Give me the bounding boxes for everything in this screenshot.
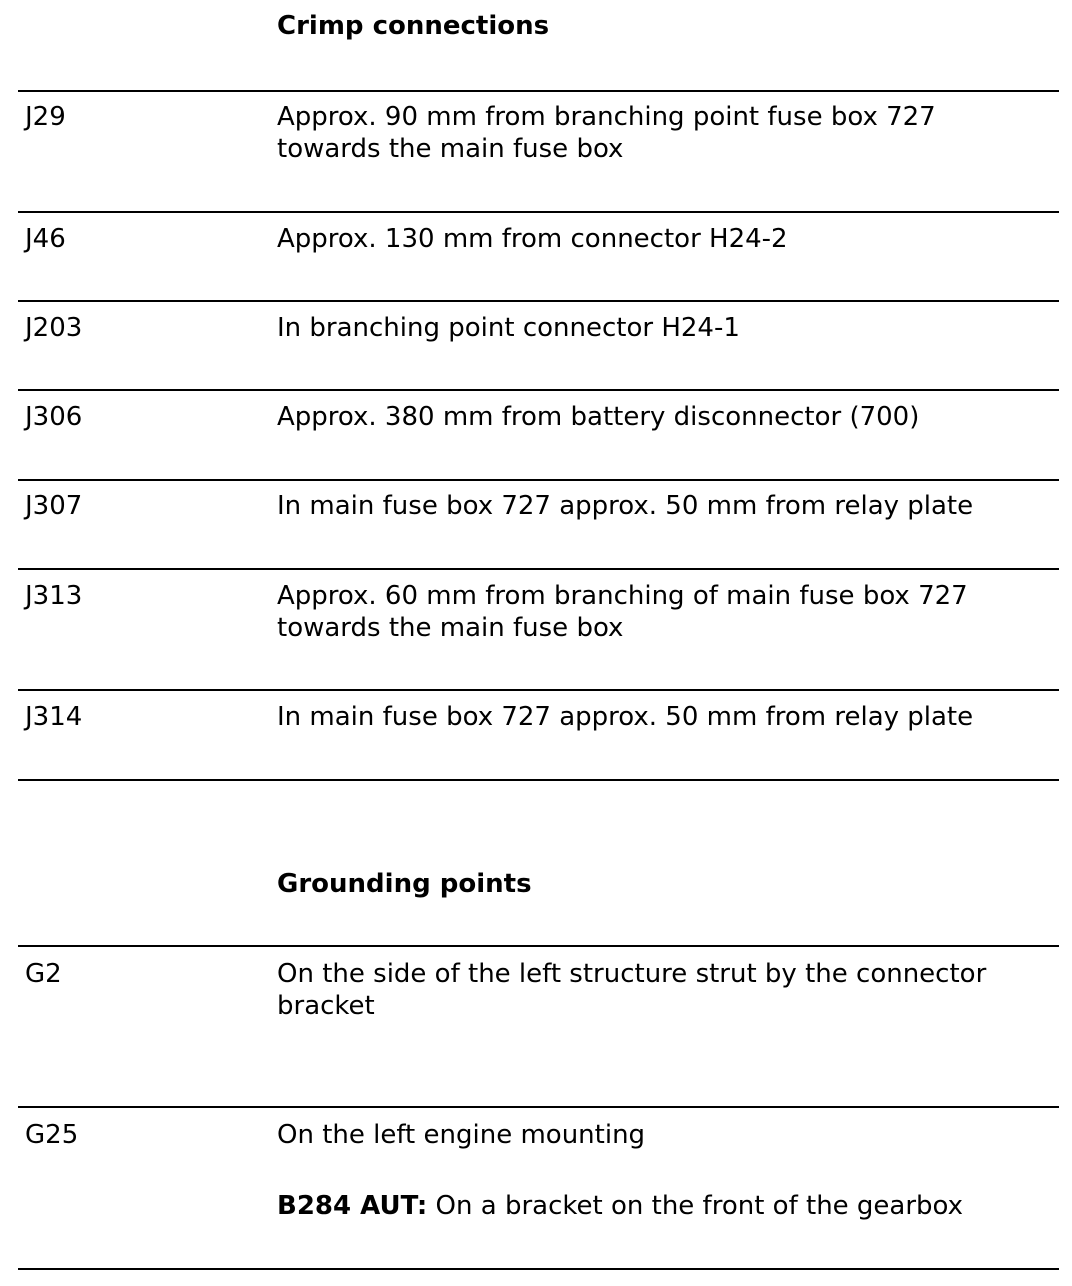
connection-description: Approx. 90 mm from branching point fuse box 727 towards the main fuse box: [277, 102, 936, 164]
connection-code: J203: [25, 313, 83, 343]
variant-text: On a bracket on the front of the gearbox: [427, 1191, 964, 1221]
connection-code: J313: [25, 581, 83, 611]
table-divider: [18, 945, 1059, 947]
grounding-points-heading: Grounding points: [277, 869, 532, 899]
table-divider: [18, 389, 1059, 391]
table-divider: [18, 1268, 1059, 1270]
table-divider: [18, 1106, 1059, 1108]
table-divider: [18, 689, 1059, 691]
table-divider: [18, 300, 1059, 302]
table-divider: [18, 779, 1059, 781]
table-divider: [18, 90, 1059, 92]
connection-code: J306: [25, 402, 83, 432]
connection-description: Approx. 130 mm from connector H24-2: [277, 224, 788, 254]
crimp-connections-heading: Crimp connections: [277, 11, 550, 41]
grounding-variant-note: [277, 1190, 1047, 1222]
table-divider: [18, 211, 1059, 213]
connection-code: J307: [25, 491, 83, 521]
grounding-description: On the left engine mounting: [277, 1120, 646, 1150]
variant-label: B284 AUT:: [277, 1191, 428, 1221]
connection-code: J46: [25, 224, 66, 254]
connection-description: In main fuse box 727 approx. 50 mm from relay plate: [277, 491, 974, 521]
table-divider: [18, 479, 1059, 481]
connection-description: In main fuse box 727 approx. 50 mm from relay plate: [277, 702, 974, 732]
connection-description: Approx. 380 mm from battery disconnector (700): [277, 402, 920, 432]
grounding-description: On the side of the left structure strut by the connector bracket: [277, 959, 987, 1021]
connection-description: Approx. 60 mm from branching of main fuse box 727 towards the main fuse box: [277, 581, 968, 643]
connection-description: In branching point connector H24-1: [277, 313, 740, 343]
grounding-code: G25: [25, 1120, 79, 1150]
connection-code: J314: [25, 702, 83, 732]
connection-code: J29: [25, 102, 66, 132]
grounding-code: G2: [25, 959, 62, 989]
table-divider: [18, 568, 1059, 570]
